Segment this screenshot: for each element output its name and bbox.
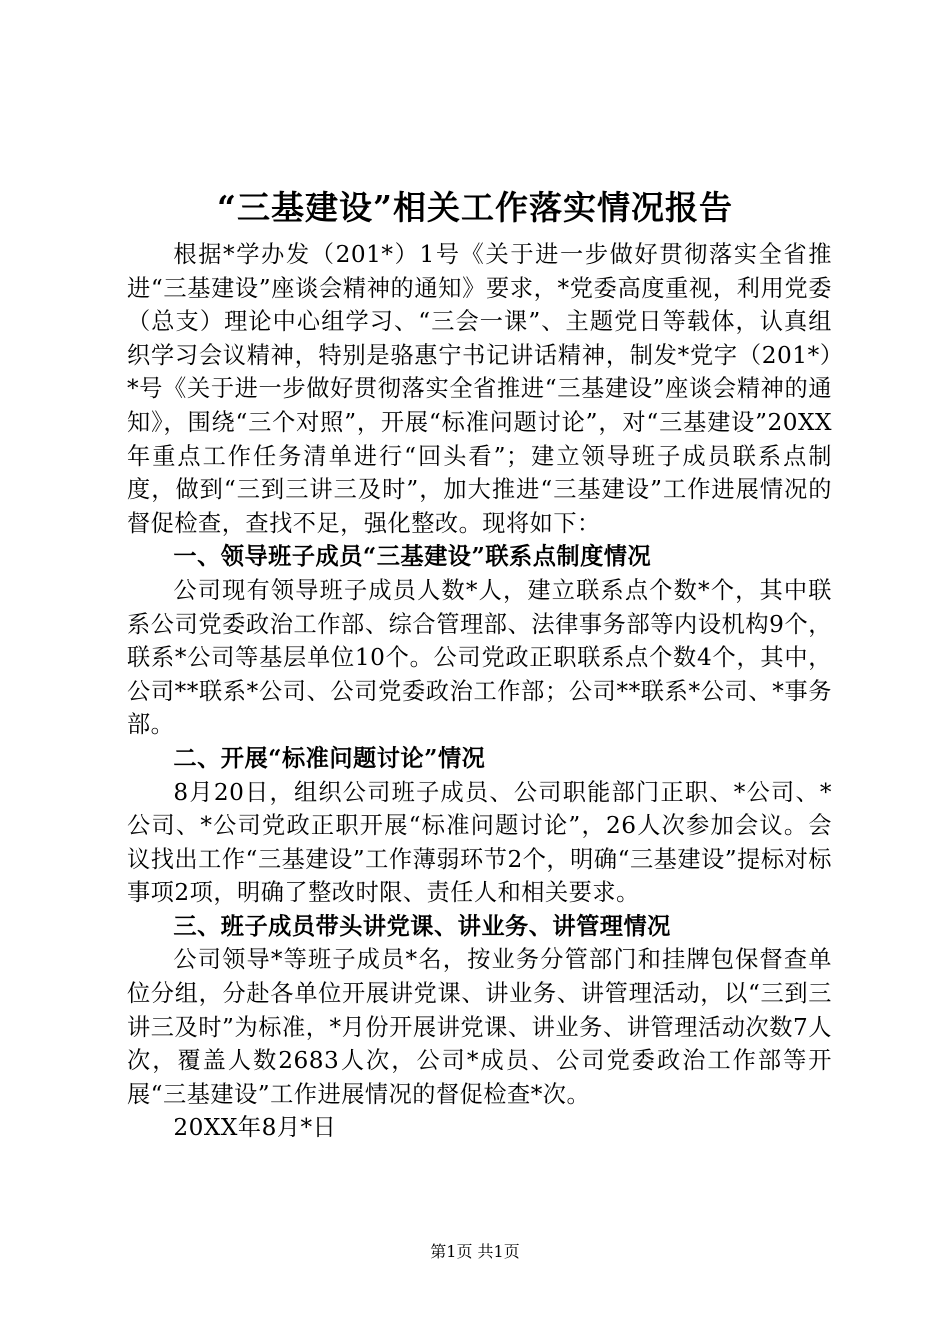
document-body [127, 238, 832, 1145]
page-footer: 第1页 共1页 [430, 1242, 520, 1261]
section-heading: 二、开展“标准问题讨论”情况 [173, 744, 486, 772]
document-date: 20XX年8月*日 [173, 1114, 337, 1142]
section-heading: 三、班子成员带头讲党课、讲业务、讲管理情况 [173, 912, 671, 940]
section-heading: 一、领导班子成员“三基建设”联系点制度情况 [173, 543, 652, 571]
section-paragraph: 8月20日，组织公司班子成员、公司职能部门正职、*公司、*公司、*公司党政正职开展“标准问题讨论”，26人次参加会议。会议找出工作“三基建设”工作薄弱环节2个，明确“三基建设”提标对标事项2项，明确了整改时限、责任人和相关要求。 [127, 778, 832, 907]
document-title: “三基建设”相关工作落实情况报告 [217, 188, 733, 227]
intro-paragraph: 根据*学办发（201*）1号《关于进一步做好贯彻落实全省推进“三基建设”座谈会精神的通知》要求，*党委高度重视，利用党委（总支）理论中心组学习、“三会一课”、主题党日等载体，认真组织学习会议精神，特别是骆惠宁书记讲话精神，制发*党字（201*）*号《关于进一步做好贯彻落实全省推进“三基建设”座谈会精神的通知》，围绕“三个对照”，开展“标准问题讨论”，对“三基建设”20XX年重点工作任务清单进行“回头看”；建立领导班子成员联系点制度，做到“三到三讲三及时”，加大推进“三基建设”工作进展情况的督促检查，查找不足，强化整改。现将如下： [127, 241, 832, 537]
section-paragraph: 公司领导*等班子成员*名，按业务分管部门和挂牌包保督查单位分组，分赴各单位开展讲党课、讲业务、讲管理活动，以“三到三讲三及时”为标准，*月份开展讲党课、讲业务、讲管理活动次数7人次，覆盖人数2683人次，公司*成员、公司党委政治工作部等开展“三基建设”工作进展情况的督促检查*次。 [127, 946, 832, 1108]
section-paragraph: 公司现有领导班子成员人数*人，建立联系点个数*个，其中联系公司党委政治工作部、综合管理部、法律事务部等内设机构9个，联系*公司等基层单位10个。公司党政正职联系点个数4个，其中，公司**联系*公司、公司党委政治工作部；公司**联系*公司、*事务部。 [127, 576, 832, 739]
